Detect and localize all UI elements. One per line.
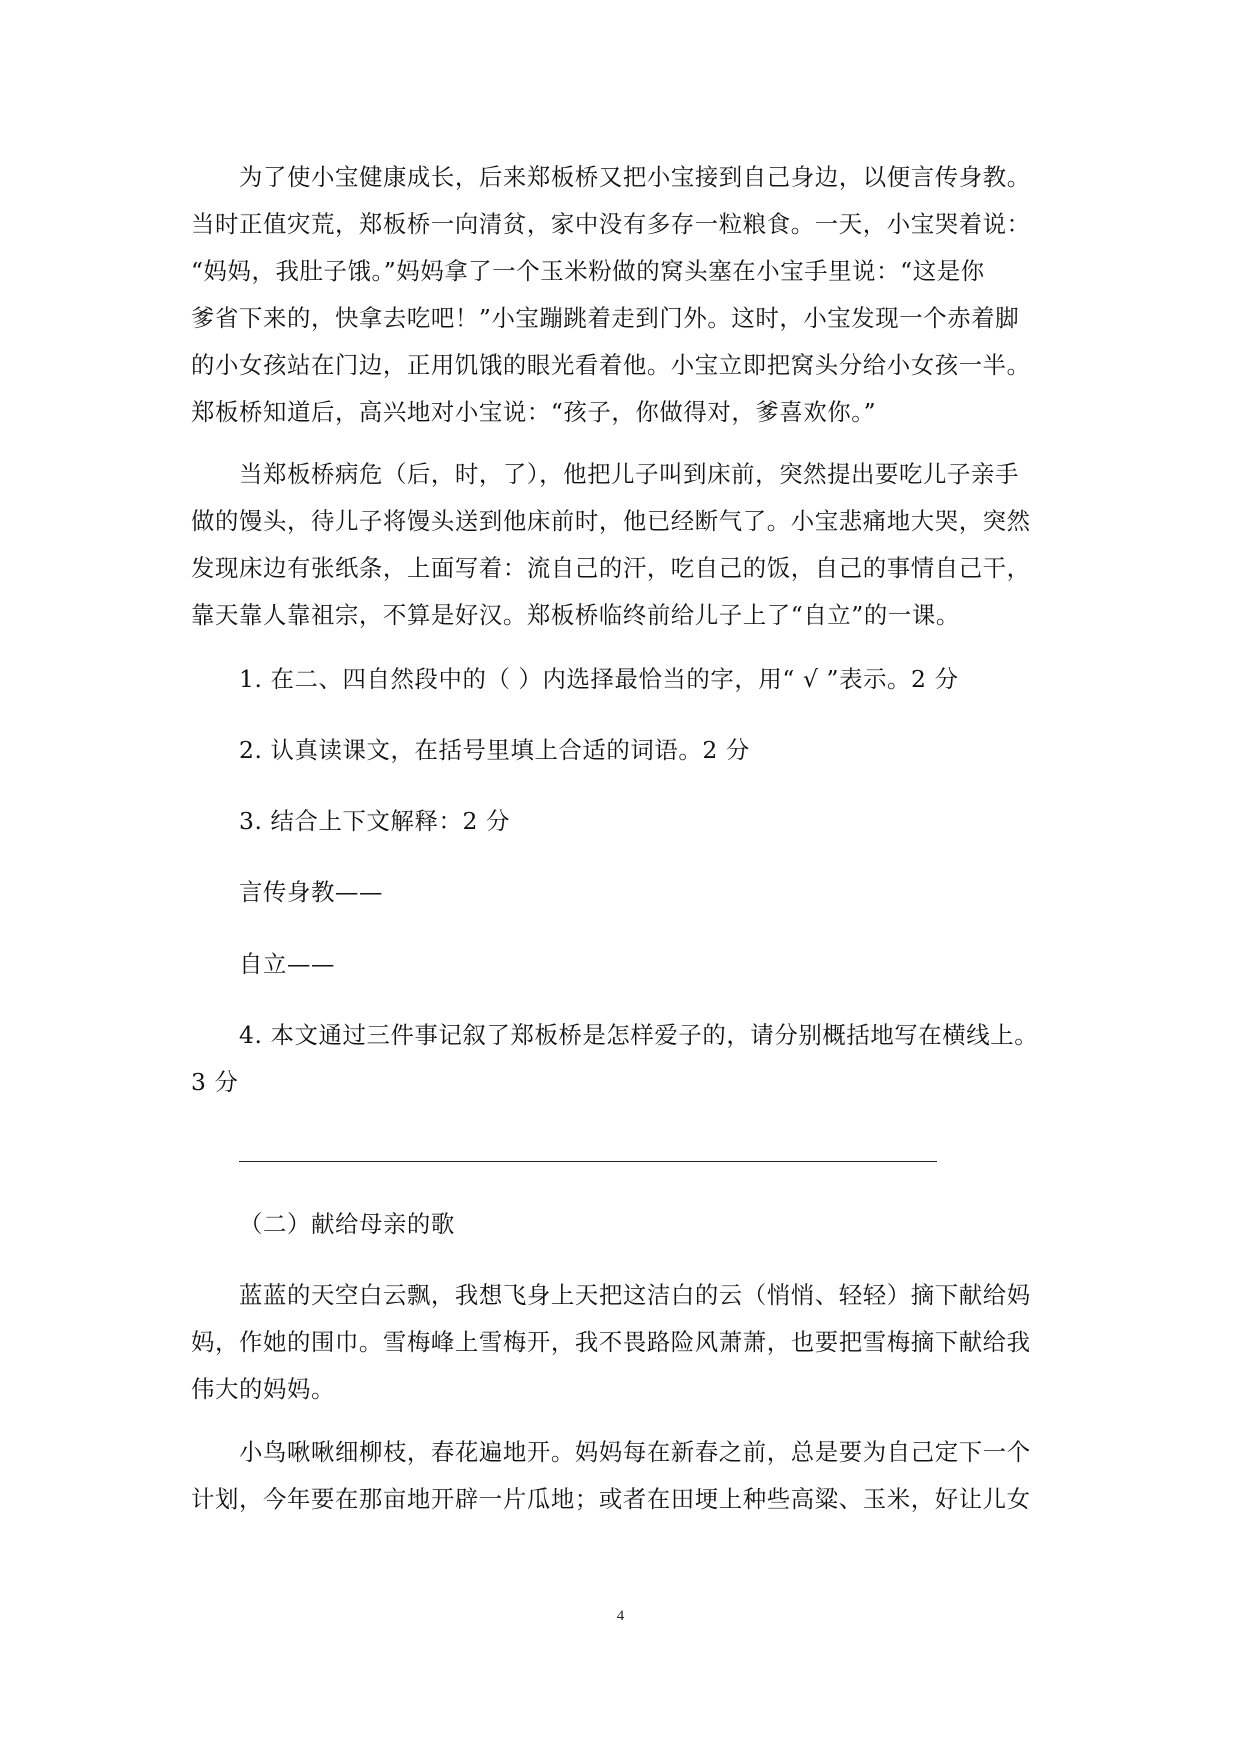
paragraph-1-line: 当时正值灾荒，郑板桥一向清贫，家中没有多存一粒粮食。一天，小宝哭着说： bbox=[191, 210, 1031, 238]
paragraph-2-line: 发现床边有张纸条，上面写着：流自己的汗，吃自己的饭，自己的事情自己干， bbox=[191, 554, 1031, 582]
question-1: 1. 在二、四自然段中的（ ）内选择最恰当的字，用“ √ ”表示。2 分 bbox=[239, 665, 959, 693]
answer-underline bbox=[239, 1161, 937, 1162]
question-4-line: 4. 本文通过三件事记叙了郑板桥是怎样爱子的，请分别概括地写在横线上。 bbox=[239, 1021, 1039, 1049]
paragraph-1-line: “妈妈，我肚子饿。”妈妈拿了一个玉米粉做的窝头塞在小宝手里说：“这是你 bbox=[191, 257, 985, 285]
question-3-term-2: 自立—— bbox=[239, 950, 335, 978]
paragraph-2-line: 做的馒头，待儿子将馒头送到他床前时，他已经断气了。小宝悲痛地大哭，突然 bbox=[191, 507, 1031, 535]
question-3-term-1: 言传身教—— bbox=[239, 878, 383, 906]
paragraph-2-line: 靠天靠人靠祖宗，不算是好汉。郑板桥临终前给儿子上了“自立”的一课。 bbox=[191, 601, 960, 629]
page-number: 4 bbox=[616, 1608, 625, 1624]
paragraph-4-line: 计划，今年要在那亩地开辟一片瓜地；或者在田埂上种些高粱、玉米，好让儿女 bbox=[191, 1485, 1031, 1513]
section-title: （二）献给母亲的歌 bbox=[239, 1210, 455, 1238]
paragraph-2-line: 当郑板桥病危（后，时，了），他把儿子叫到床前，突然提出要吃儿子亲手 bbox=[239, 460, 1019, 488]
paragraph-3-line: 妈，作她的围巾。雪梅峰上雪梅开，我不畏路险风萧萧，也要把雪梅摘下献给我 bbox=[191, 1328, 1031, 1356]
paragraph-4-line: 小鸟啾啾细柳枝，春花遍地开。妈妈每在新春之前，总是要为自己定下一个 bbox=[239, 1438, 1031, 1466]
paragraph-3-line: 蓝蓝的天空白云飘，我想飞身上天把这洁白的云（悄悄、轻轻）摘下献给妈 bbox=[239, 1281, 1031, 1309]
paragraph-1-line: 爹省下来的，快拿去吃吧！”小宝蹦跳着走到门外。这时，小宝发现一个赤着脚 bbox=[191, 304, 1020, 332]
paragraph-1-line: 的小女孩站在门边，正用饥饿的眼光看着他。小宝立即把窝头分给小女孩一半。 bbox=[191, 351, 1031, 379]
paragraph-3-line: 伟大的妈妈。 bbox=[191, 1375, 335, 1403]
question-4-line: 3 分 bbox=[191, 1068, 239, 1096]
question-2: 2. 认真读课文，在括号里填上合适的词语。2 分 bbox=[239, 736, 750, 764]
paragraph-1-line: 郑板桥知道后，高兴地对小宝说：“孩子，你做得对，爹喜欢你。” bbox=[191, 398, 877, 426]
question-3: 3. 结合上下文解释：2 分 bbox=[239, 807, 510, 835]
paragraph-1-line: 为了使小宝健康成长，后来郑板桥又把小宝接到自己身边，以便言传身教。 bbox=[239, 163, 1031, 191]
